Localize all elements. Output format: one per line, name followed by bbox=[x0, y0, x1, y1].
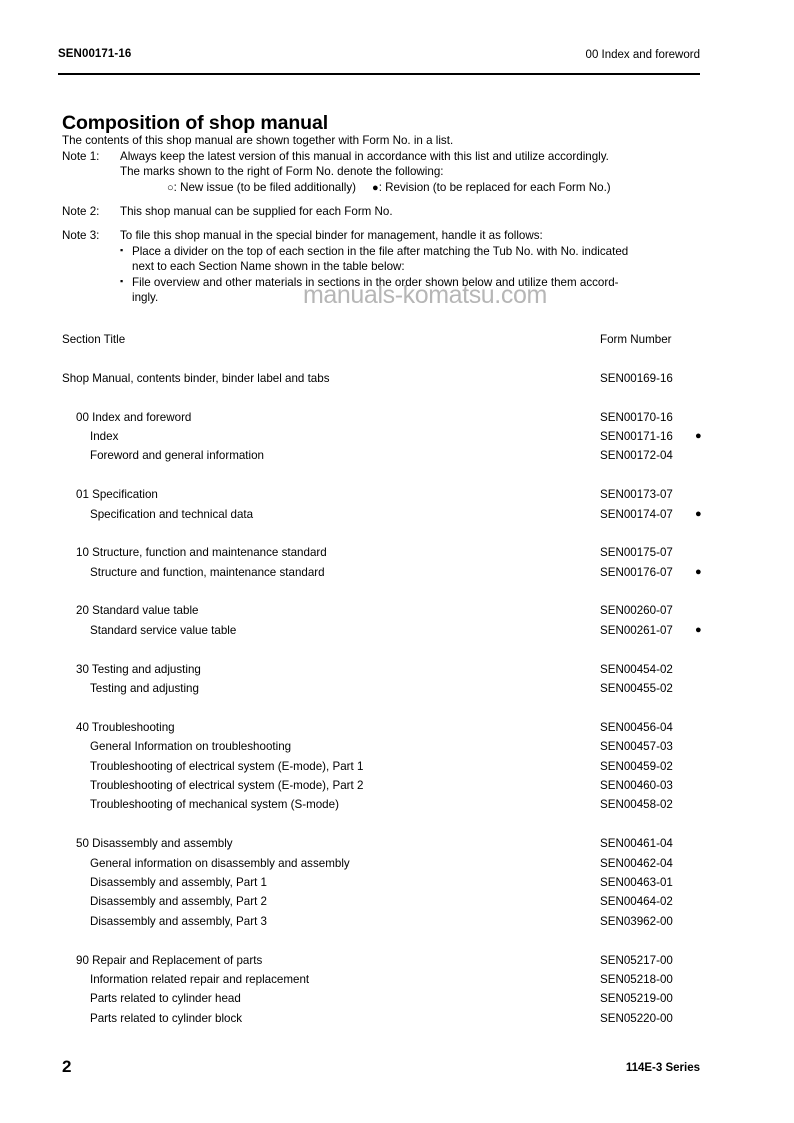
table-row-spacer bbox=[62, 388, 722, 407]
row-form-number: SEN00461-04 bbox=[600, 837, 673, 851]
revision-filled-circle-icon: ● bbox=[372, 181, 379, 194]
row-form-number: SEN00460-03 bbox=[600, 778, 673, 792]
page-number: 2 bbox=[62, 1057, 72, 1076]
table-row[interactable] bbox=[62, 951, 722, 970]
row-section-title: 01 Specification bbox=[76, 488, 158, 502]
row-form-number: SEN00454-02 bbox=[600, 662, 673, 676]
table-row[interactable] bbox=[62, 369, 722, 388]
header-section-name: 00 Index and foreword bbox=[585, 49, 700, 61]
new-issue-legend-text: : New issue (to be filed additionally) bbox=[173, 180, 357, 194]
table-row-spacer bbox=[62, 582, 722, 601]
table-row[interactable] bbox=[62, 737, 722, 756]
row-form-number: SEN05218-00 bbox=[600, 972, 673, 986]
table-row[interactable] bbox=[62, 834, 722, 853]
table-row[interactable] bbox=[62, 912, 722, 931]
notes-spacer-1 bbox=[62, 196, 722, 204]
row-section-title: Disassembly and assembly, Part 2 bbox=[90, 895, 267, 909]
table-row[interactable] bbox=[62, 408, 722, 427]
row-section-title: 10 Structure, function and maintenance standard bbox=[76, 546, 327, 560]
row-form-number: SEN00260-07 bbox=[600, 604, 673, 618]
note-1-row bbox=[62, 149, 722, 165]
table-row-spacer bbox=[62, 931, 722, 950]
table-row[interactable] bbox=[62, 892, 722, 911]
row-section-title: 30 Testing and adjusting bbox=[76, 662, 201, 676]
note-1-line-1: Always keep the latest version of this manual in accordance with this list and utilize accordingly. bbox=[120, 149, 609, 163]
revision-legend-text: : Revision (to be replaced for each Form No.) bbox=[378, 180, 611, 194]
table-row[interactable] bbox=[62, 485, 722, 504]
note-3-bullet-1-line-2: next to each Section Name shown in the table below: bbox=[132, 260, 405, 274]
row-section-title: Disassembly and assembly, Part 3 bbox=[90, 914, 267, 928]
table-row[interactable] bbox=[62, 446, 722, 465]
row-form-number: SEN00171-16 bbox=[600, 429, 673, 443]
row-form-number: SEN00173-07 bbox=[600, 488, 673, 502]
new-issue-open-circle-icon: ○ bbox=[167, 181, 174, 194]
row-form-number: SEN00456-04 bbox=[600, 720, 673, 734]
table-row[interactable] bbox=[62, 757, 722, 776]
row-form-number: SEN00462-04 bbox=[600, 856, 673, 870]
table-row[interactable] bbox=[62, 795, 722, 814]
row-section-title: Shop Manual, contents binder, binder label and tabs bbox=[62, 371, 330, 385]
row-section-title: Troubleshooting of electrical system (E-mode), Part 2 bbox=[90, 778, 364, 792]
row-section-title: Index bbox=[90, 429, 119, 443]
row-section-title: Structure and function, maintenance standard bbox=[90, 565, 325, 579]
row-form-number: SEN00175-07 bbox=[600, 546, 673, 560]
table-row[interactable] bbox=[62, 776, 722, 795]
row-section-title: Standard service value table bbox=[90, 623, 237, 637]
row-section-title: Parts related to cylinder head bbox=[90, 992, 241, 1006]
header-divider bbox=[58, 73, 700, 75]
table-row[interactable] bbox=[62, 854, 722, 873]
row-section-title: Information related repair and replacement bbox=[90, 972, 310, 986]
note-3-line-1: To file this shop manual in the special binder for management, handle it as follows: bbox=[120, 228, 543, 242]
row-form-number: SEN00170-16 bbox=[600, 410, 673, 424]
footer-series-name: 114E-3 Series bbox=[625, 1062, 700, 1074]
notes-spacer-2 bbox=[62, 220, 722, 228]
note-3-label: Note 3: bbox=[62, 228, 100, 242]
table-row-spacer bbox=[62, 815, 722, 834]
site-watermark: manuals-komatsu.com bbox=[303, 281, 547, 309]
table-row[interactable] bbox=[62, 718, 722, 737]
note-2-line-1: This shop manual can be supplied for each Form No. bbox=[120, 205, 393, 219]
note-3-bullet-1 bbox=[62, 244, 722, 260]
revision-filled-circle-icon: ● bbox=[695, 429, 702, 442]
row-section-title: Troubleshooting of electrical system (E-mode), Part 1 bbox=[90, 759, 364, 773]
row-section-title: Foreword and general information bbox=[90, 449, 265, 463]
row-form-number: SEN00459-02 bbox=[600, 759, 673, 773]
row-form-number: SEN00458-02 bbox=[600, 798, 673, 812]
row-section-title: 40 Troubleshooting bbox=[76, 720, 175, 734]
page-header bbox=[58, 48, 700, 72]
row-section-title: 20 Standard value table bbox=[76, 604, 199, 618]
row-section-title: 50 Disassembly and assembly bbox=[76, 837, 233, 851]
row-form-number: SEN00261-07 bbox=[600, 623, 673, 637]
page-title: Composition of shop manual bbox=[62, 112, 329, 135]
table-row[interactable] bbox=[62, 1009, 722, 1028]
note-1-line-2: The marks shown to the right of Form No. denote the following: bbox=[120, 165, 444, 179]
row-section-title: 90 Repair and Replacement of parts bbox=[76, 953, 263, 967]
table-row[interactable] bbox=[62, 621, 722, 640]
row-form-number: SEN03962-00 bbox=[600, 914, 673, 928]
page-footer bbox=[62, 1057, 700, 1079]
row-form-number: SEN00172-04 bbox=[600, 449, 673, 463]
square-bullet-icon: ▪ bbox=[120, 244, 124, 255]
note-2-row bbox=[62, 204, 722, 220]
row-form-number: SEN00455-02 bbox=[600, 682, 673, 696]
table-row-spacer bbox=[62, 698, 722, 717]
row-form-number: SEN05217-00 bbox=[600, 953, 673, 967]
table-row-spacer bbox=[62, 349, 722, 368]
table-row[interactable] bbox=[62, 601, 722, 620]
row-form-number: SEN00463-01 bbox=[600, 875, 673, 889]
row-section-title: Disassembly and assembly, Part 1 bbox=[90, 875, 267, 889]
note-2-label: Note 2: bbox=[62, 205, 100, 219]
table-row[interactable] bbox=[62, 679, 722, 698]
mark-legend-line bbox=[62, 180, 722, 197]
row-form-number: SEN05219-00 bbox=[600, 992, 673, 1006]
row-form-number: SEN05220-00 bbox=[600, 1011, 673, 1025]
row-form-number: SEN00176-07 bbox=[600, 565, 673, 579]
revision-filled-circle-icon: ● bbox=[695, 507, 702, 520]
contents-table bbox=[62, 330, 722, 1028]
intro-notes-block bbox=[62, 133, 722, 306]
row-section-title: Troubleshooting of mechanical system (S-mode) bbox=[90, 798, 339, 812]
intro-lead-line: The contents of this shop manual are shown together with Form No. in a list. bbox=[62, 134, 454, 147]
row-section-title: Parts related to cylinder block bbox=[90, 1011, 243, 1025]
header-document-code: SEN00171-16 bbox=[58, 48, 132, 60]
note-3-row bbox=[62, 228, 722, 244]
note-3-bullet-2-line-2: ingly. bbox=[132, 291, 159, 305]
table-row[interactable] bbox=[62, 660, 722, 679]
note-1-label: Note 1: bbox=[62, 149, 100, 163]
note-3-bullet-2-line-1: File overview and other materials in sections in the order shown below and utilize them accord- bbox=[132, 275, 619, 289]
table-row[interactable] bbox=[62, 970, 722, 989]
row-section-title: Specification and technical data bbox=[90, 507, 254, 521]
table-row[interactable] bbox=[62, 543, 722, 562]
row-section-title: General information on disassembly and assembly bbox=[90, 856, 350, 870]
note-3-bullet-1-line-1: Place a divider on the top of each section in the file after matching the Tub No. with No. indicated bbox=[132, 244, 629, 258]
table-row[interactable] bbox=[62, 505, 722, 524]
table-row[interactable] bbox=[62, 563, 722, 582]
table-row-spacer bbox=[62, 524, 722, 543]
row-form-number: SEN00457-03 bbox=[600, 740, 673, 754]
row-section-title: 00 Index and foreword bbox=[76, 410, 192, 424]
table-header-row bbox=[62, 330, 722, 349]
revision-filled-circle-icon: ● bbox=[695, 623, 702, 636]
row-form-number: SEN00174-07 bbox=[600, 507, 673, 521]
row-form-number: SEN00464-02 bbox=[600, 895, 673, 909]
table-row[interactable] bbox=[62, 427, 722, 446]
square-bullet-icon: ▪ bbox=[120, 275, 124, 286]
table-row-spacer bbox=[62, 466, 722, 485]
table-row[interactable] bbox=[62, 873, 722, 892]
column-header-form-number: Form Number bbox=[600, 333, 672, 346]
row-section-title: General Information on troubleshooting bbox=[90, 740, 292, 754]
revision-filled-circle-icon: ● bbox=[695, 565, 702, 578]
row-form-number: SEN00169-16 bbox=[600, 371, 673, 385]
table-row-spacer bbox=[62, 640, 722, 659]
row-section-title: Testing and adjusting bbox=[90, 682, 199, 696]
table-row[interactable] bbox=[62, 989, 722, 1008]
column-header-section-title: Section Title bbox=[62, 333, 126, 346]
